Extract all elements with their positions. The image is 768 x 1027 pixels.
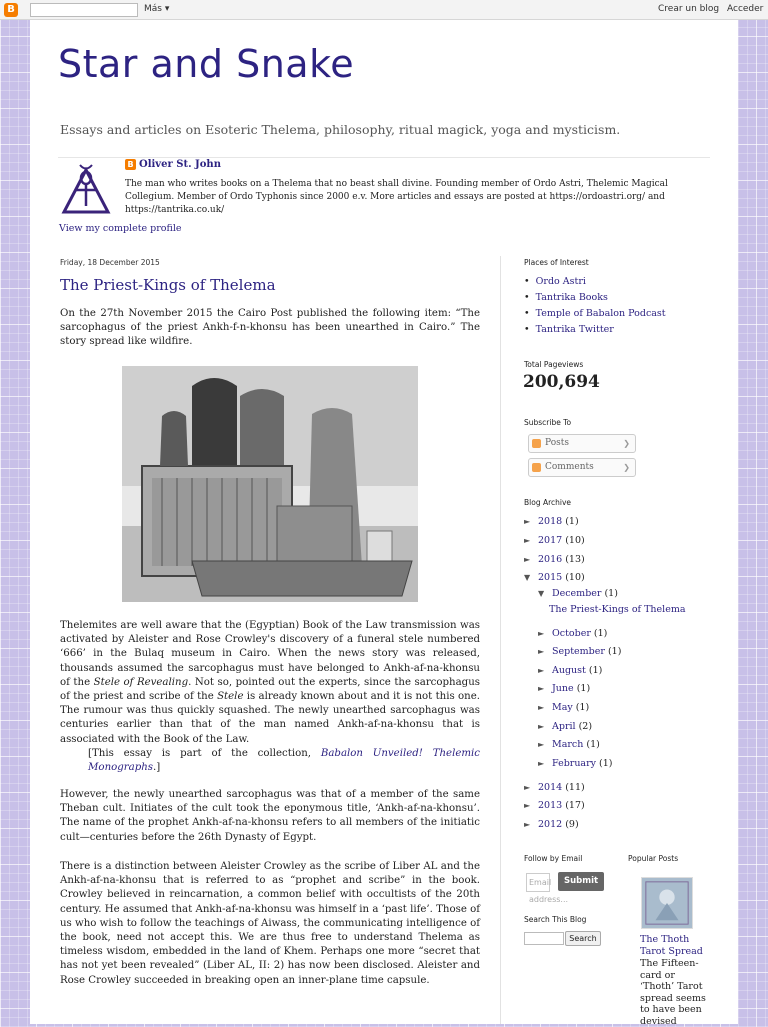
collapsed-triangle-icon[interactable]: ► xyxy=(538,684,545,693)
archive-item-count: (2) xyxy=(578,721,593,732)
navbar-search-input[interactable] xyxy=(30,3,138,17)
archive-item-label[interactable]: 2012 xyxy=(538,819,563,830)
archive-item-label[interactable]: 2014 xyxy=(538,782,563,793)
post-paragraph-1: On the 27th November 2015 the Cairo Post published the following item: “The sarcophagus of the priest Ankh-f-n-khonsu has been unearthed in Cairo.” The story spread like wildfire. xyxy=(60,308,480,348)
archive-item-label[interactable]: 2017 xyxy=(538,535,563,546)
archive-item-label[interactable]: February xyxy=(552,758,597,769)
collapsed-triangle-icon[interactable]: ► xyxy=(524,801,531,810)
search-widget-title: Search This Blog xyxy=(524,915,587,924)
email-input[interactable]: Email address... xyxy=(526,873,550,892)
archive-item[interactable] xyxy=(524,533,585,549)
archive-item[interactable] xyxy=(538,719,592,735)
archive-item[interactable] xyxy=(524,570,585,586)
expanded-triangle-icon[interactable]: ▼ xyxy=(538,589,545,598)
popular-post-title[interactable]: The Thoth Tarot Spread xyxy=(640,934,703,957)
header-divider xyxy=(58,157,710,158)
collapsed-triangle-icon[interactable]: ► xyxy=(538,629,545,638)
post-paragraph-5: There is a distinction between Aleister Crowley as the scribe of Liber AL and the Ankh-af-na-khonsu that is referred to as “prophet and scribe” in the book. Crowley believed in reincarnation, a common belief with occultists of the 20th century. He assumed that Ankh-af-na-khonsu was himself in a ‘past life’. Those of us who wish to follow the teachings of Aiwass, the communicating intelligence of the book, need not accept this. We are thus free to understand Thelema as timeless wisdom, embedded in the land of Khem. Perhaps one more “secret that has not yet been revealed” (Liber AL, II: 2) has now been disclosed. Aleister and Rose Crowley succeeded in breaking open an inner-plane time capsule. xyxy=(60,861,480,986)
place-link-tantrika-books[interactable]: • Tantrika Books xyxy=(524,290,666,306)
collapsed-triangle-icon[interactable]: ► xyxy=(538,647,545,656)
collapsed-triangle-icon[interactable]: ► xyxy=(524,555,531,564)
collapsed-triangle-icon[interactable]: ► xyxy=(524,820,531,829)
profile-name-link[interactable]: Oliver St. John xyxy=(139,159,221,170)
sign-in-link[interactable]: Acceder xyxy=(727,4,764,14)
search-button[interactable]: Search xyxy=(565,931,601,946)
popular-posts-widget-title: Popular Posts xyxy=(628,854,679,863)
collapsed-triangle-icon[interactable]: ► xyxy=(524,517,531,526)
archive-item-count: (11) xyxy=(565,782,585,793)
post-collection-note: [This essay is part of the collection, Babalon Unveiled! Thelemic Monographs.] xyxy=(88,748,480,774)
post-paragraph-2: Thelemites are well aware that the (Egyptian) Book of the Law transmission was activated by Aleister and Rose Crowley's discovery of a funeral stele numbered ‘666’ in the Bulaq museum in Cairo. When the news story was released, thousands assumed the sarcophagus must have belonged to Ankh-af-na-khonsu of the Stele of Revealing. Not so, pointed out the experts, since the sarcophagus of the priest and scribe of the Stele is already known about and it is not this one. The rumour was thus quickly squashed. The newly unearthed sarcophagus was centuries earlier than that of the man named Ankh-af-na-khonsu that is associated with the Book of the Law. xyxy=(60,620,480,745)
archive-item-count: (1) xyxy=(607,646,622,657)
popular-post-snippet: The Fifteen-card or ‘Thoth’ Tarot spread seems to have been devised xyxy=(640,958,706,1027)
archive-item[interactable] xyxy=(538,737,600,753)
create-blog-link[interactable]: Crear un blog xyxy=(658,4,720,14)
post-paragraph-4: However, the newly unearthed sarcophagus was that of a member of the same Theban cult. Initiates of the cult took the eponymous title, ‘Ankh-af-na-khonsu’. The name of the prophet Ankh-af-na-khonsu refers to all members of the initiatic cult—centuries before the 26th Dynasty of Egypt. xyxy=(60,789,480,843)
place-link-tantrika-twitter[interactable]: • Tantrika Twitter xyxy=(524,322,666,338)
archive-item-label[interactable]: 2015 xyxy=(538,572,563,583)
place-link-ordo-astri[interactable]: • Ordo Astri xyxy=(524,274,666,290)
collapsed-triangle-icon[interactable]: ► xyxy=(538,759,545,768)
archive-item-count: (13) xyxy=(565,554,585,565)
archive-item-label[interactable]: September xyxy=(552,646,605,657)
archive-item-label[interactable]: May xyxy=(552,702,573,713)
pageviews-widget-title: Total Pageviews xyxy=(524,360,584,369)
subscribe-posts-dropdown[interactable]: Posts ❯ xyxy=(528,434,636,453)
archive-item-count: (1) xyxy=(586,739,600,750)
archive-item-count: (1) xyxy=(593,628,608,639)
collapsed-triangle-icon[interactable]: ► xyxy=(524,536,531,545)
blogger-profile-icon: B xyxy=(125,159,136,170)
places-widget-title: Places of Interest xyxy=(524,258,589,267)
view-profile-link[interactable]: View my complete profile xyxy=(59,223,182,234)
archive-item-count: (1) xyxy=(576,683,591,694)
archive-item[interactable] xyxy=(524,798,585,814)
collapsed-triangle-icon[interactable]: ► xyxy=(538,703,545,712)
babalon-unveiled-link[interactable]: Babalon Unveiled! Thelemic Monographs xyxy=(88,748,480,774)
email-submit-button[interactable]: Submit xyxy=(558,872,604,891)
subscribe-widget-title: Subscribe To xyxy=(524,418,572,427)
chevron-down-icon: ❯ xyxy=(623,439,630,448)
blogger-logo-icon[interactable]: B xyxy=(4,3,18,17)
archive-item-label[interactable]: October xyxy=(552,628,591,639)
collapsed-triangle-icon[interactable]: ► xyxy=(524,783,531,792)
profile-bio: The man who writes books on a Thelema that no beast shall divine. Founding member of Ordo Astri, Thelemic Magical Collegium. Member of Ordo Typhonis since 2000 e.v. More articles and essays are posted at https://ordoastri.org/ and https://tantrika.co.uk/ xyxy=(125,179,668,215)
follow-email-widget-title: Follow by Email xyxy=(524,854,583,863)
blogger-navbar xyxy=(0,0,768,20)
archive-item[interactable] xyxy=(538,626,607,642)
archive-item-label[interactable]: April xyxy=(552,721,576,732)
archive-item-label[interactable]: August xyxy=(552,665,586,676)
blog-title[interactable]: Star and Snake xyxy=(58,42,355,86)
archive-item[interactable] xyxy=(538,644,621,660)
collapsed-triangle-icon[interactable]: ► xyxy=(538,666,545,675)
archive-item-count: (1) xyxy=(599,758,613,769)
archive-item-label[interactable]: June xyxy=(552,683,574,694)
archive-item-label[interactable]: 2018 xyxy=(538,516,563,527)
blog-description: Essays and articles on Esoteric Thelema, philosophy, ritual magick, yoga and mysticism. xyxy=(60,122,621,137)
archive-item-label[interactable]: March xyxy=(552,739,584,750)
archive-item[interactable] xyxy=(538,586,618,602)
archive-item[interactable] xyxy=(538,681,590,697)
archive-item-count: (1) xyxy=(565,516,579,527)
rss-icon xyxy=(532,439,541,448)
archive-item[interactable] xyxy=(524,780,585,796)
archive-item-count: (1) xyxy=(588,665,603,676)
archive-item[interactable] xyxy=(538,756,613,772)
sarcophagus-photo[interactable] xyxy=(122,366,418,602)
archive-item-label[interactable]: December xyxy=(552,588,602,599)
chevron-down-icon: ❯ xyxy=(623,463,630,472)
archive-item-label[interactable]: 2016 xyxy=(538,554,563,565)
pageviews-count: 200,694 xyxy=(523,372,600,392)
archive-item[interactable] xyxy=(524,514,579,530)
archive-item[interactable] xyxy=(538,700,589,716)
archive-item[interactable] xyxy=(549,602,686,618)
archive-item-count: (17) xyxy=(565,800,585,811)
archive-item-count: (1) xyxy=(604,588,618,599)
collapsed-triangle-icon[interactable]: ► xyxy=(538,722,545,731)
post-title[interactable]: The Priest-Kings of Thelema xyxy=(60,276,276,294)
archive-item-label[interactable]: 2013 xyxy=(538,800,563,811)
archive-item[interactable] xyxy=(524,552,585,568)
archive-item-count: (10) xyxy=(565,535,585,546)
subscribe-comments-dropdown[interactable]: Comments ❯ xyxy=(528,458,636,477)
archive-item-label[interactable]: The Priest-Kings of Thelema xyxy=(549,604,686,615)
archive-item[interactable] xyxy=(538,663,602,679)
collapsed-triangle-icon[interactable]: ► xyxy=(538,740,545,749)
archive-item[interactable] xyxy=(524,817,579,833)
rss-icon xyxy=(532,463,541,472)
archive-item-count: (9) xyxy=(565,819,579,830)
profile-ankh-triangle-icon[interactable] xyxy=(58,160,114,216)
sidebar-divider xyxy=(500,256,501,1024)
post-date: Friday, 18 December 2015 xyxy=(60,258,160,267)
place-link-babalon-podcast[interactable]: • Temple of Babalon Podcast xyxy=(524,306,666,322)
archive-item-count: (10) xyxy=(565,572,585,583)
blog-container xyxy=(30,20,738,1027)
navbar-more-menu[interactable]: Más ▾ xyxy=(144,4,170,14)
search-input[interactable] xyxy=(524,932,564,945)
popular-post-thumbnail[interactable] xyxy=(641,877,693,929)
archive-item-count: (1) xyxy=(575,702,590,713)
archive-widget-title: Blog Archive xyxy=(524,498,572,507)
places-list xyxy=(524,274,666,338)
expanded-triangle-icon[interactable]: ▼ xyxy=(524,573,531,582)
